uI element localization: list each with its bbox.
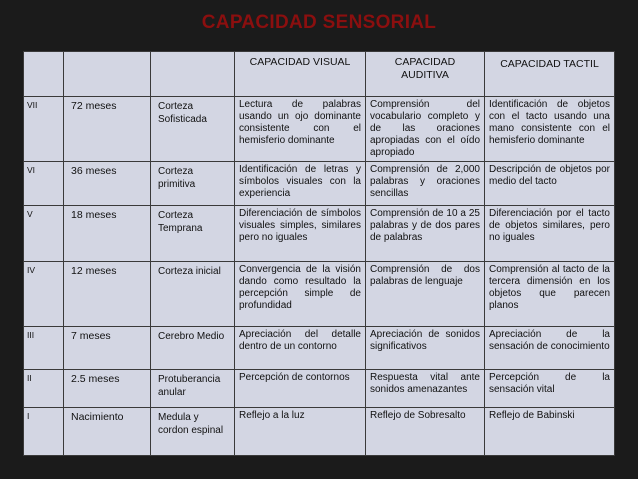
tactil-cell: Comprensión al tacto de la tercera dimensión en los objetos que parecen planos	[485, 262, 615, 327]
header-visual: CAPACIDAD VISUAL	[235, 52, 366, 97]
header-tactil: CAPACIDAD TACTIL	[485, 52, 615, 97]
level-cell: III	[24, 327, 64, 370]
visual-cell: Convergencia de la visión dando como resultado la percepción simple de profundidad	[235, 262, 366, 327]
tactil-cell: Apreciación de la sensación de conocimiento	[485, 327, 615, 370]
auditiva-cell: Comprensión del vocabulario completo y de las oraciones apropiadas con el oído apropiado	[366, 97, 485, 162]
level-cell: V	[24, 206, 64, 262]
visual-cell: Diferenciación de símbolos visuales simples, similares pero no iguales	[235, 206, 366, 262]
sensory-capacity-table	[23, 51, 615, 456]
visual-cell: Lectura de palabras usando un ojo dominante consistente con el hemisferio dominante	[235, 97, 366, 162]
cortex-cell: Corteza inicial	[151, 262, 235, 327]
table-row	[24, 162, 615, 206]
cortex-cell: Protuberancia anular	[151, 370, 235, 408]
age-cell: 18 meses	[64, 206, 151, 262]
page-title: CAPACIDAD SENSORIAL	[201, 12, 437, 33]
cortex-cell: Corteza primitiva	[151, 162, 235, 206]
table-row	[24, 262, 615, 327]
tactil-cell: Reflejo de Babinski	[485, 408, 615, 456]
auditiva-cell: Reflejo de Sobresalto	[366, 408, 485, 456]
cortex-cell: Medula y cordon espinal	[151, 408, 235, 456]
auditiva-cell: Respuesta vital ante sonidos amenazantes	[366, 370, 485, 408]
auditiva-cell: Comprensión de 2,000 palabras y oraciones sencillas	[366, 162, 485, 206]
age-cell: 72 meses	[64, 97, 151, 162]
age-cell: 36 meses	[64, 162, 151, 206]
level-cell: VII	[24, 97, 64, 162]
header-cell	[64, 52, 151, 97]
table-header-row	[24, 52, 615, 97]
tactil-cell: Diferenciación por el tacto de objetos similares, pero no iguales	[485, 206, 615, 262]
table-row	[24, 206, 615, 262]
visual-cell: Reflejo a la luz	[235, 408, 366, 456]
age-cell: 2.5 meses	[64, 370, 151, 408]
auditiva-cell: Comprensión de 10 a 25 palabras y de dos pares de palabras	[366, 206, 485, 262]
cortex-cell: Cerebro Medio	[151, 327, 235, 370]
cortex-cell: Corteza Sofisticada	[151, 97, 235, 162]
header-auditiva: CAPACIDAD AUDITIVA	[366, 52, 485, 97]
visual-cell: Identificación de letras y símbolos visuales con la experiencia	[235, 162, 366, 206]
table-row	[24, 97, 615, 162]
tactil-cell: Descripción de objetos por medio del tacto	[485, 162, 615, 206]
level-cell: II	[24, 370, 64, 408]
tactil-cell: Percepción de la sensación vital	[485, 370, 615, 408]
tactil-cell: Identificación de objetos con el tacto usando una mano consistente con el hemisferio dominante	[485, 97, 615, 162]
age-cell: Nacimiento	[64, 408, 151, 456]
level-cell: VI	[24, 162, 64, 206]
visual-cell: Percepción de contornos	[235, 370, 366, 408]
table-row	[24, 370, 615, 408]
age-cell: 7 meses	[64, 327, 151, 370]
auditiva-cell: Apreciación de sonidos significativos	[366, 327, 485, 370]
level-cell: I	[24, 408, 64, 456]
visual-cell: Apreciación del detalle dentro de un contorno	[235, 327, 366, 370]
header-cell	[151, 52, 235, 97]
level-cell: IV	[24, 262, 64, 327]
table-row	[24, 327, 615, 370]
age-cell: 12 meses	[64, 262, 151, 327]
cortex-cell: Corteza Temprana	[151, 206, 235, 262]
auditiva-cell: Comprensión de dos palabras de lenguaje	[366, 262, 485, 327]
header-cell	[24, 52, 64, 97]
table-row	[24, 408, 615, 456]
